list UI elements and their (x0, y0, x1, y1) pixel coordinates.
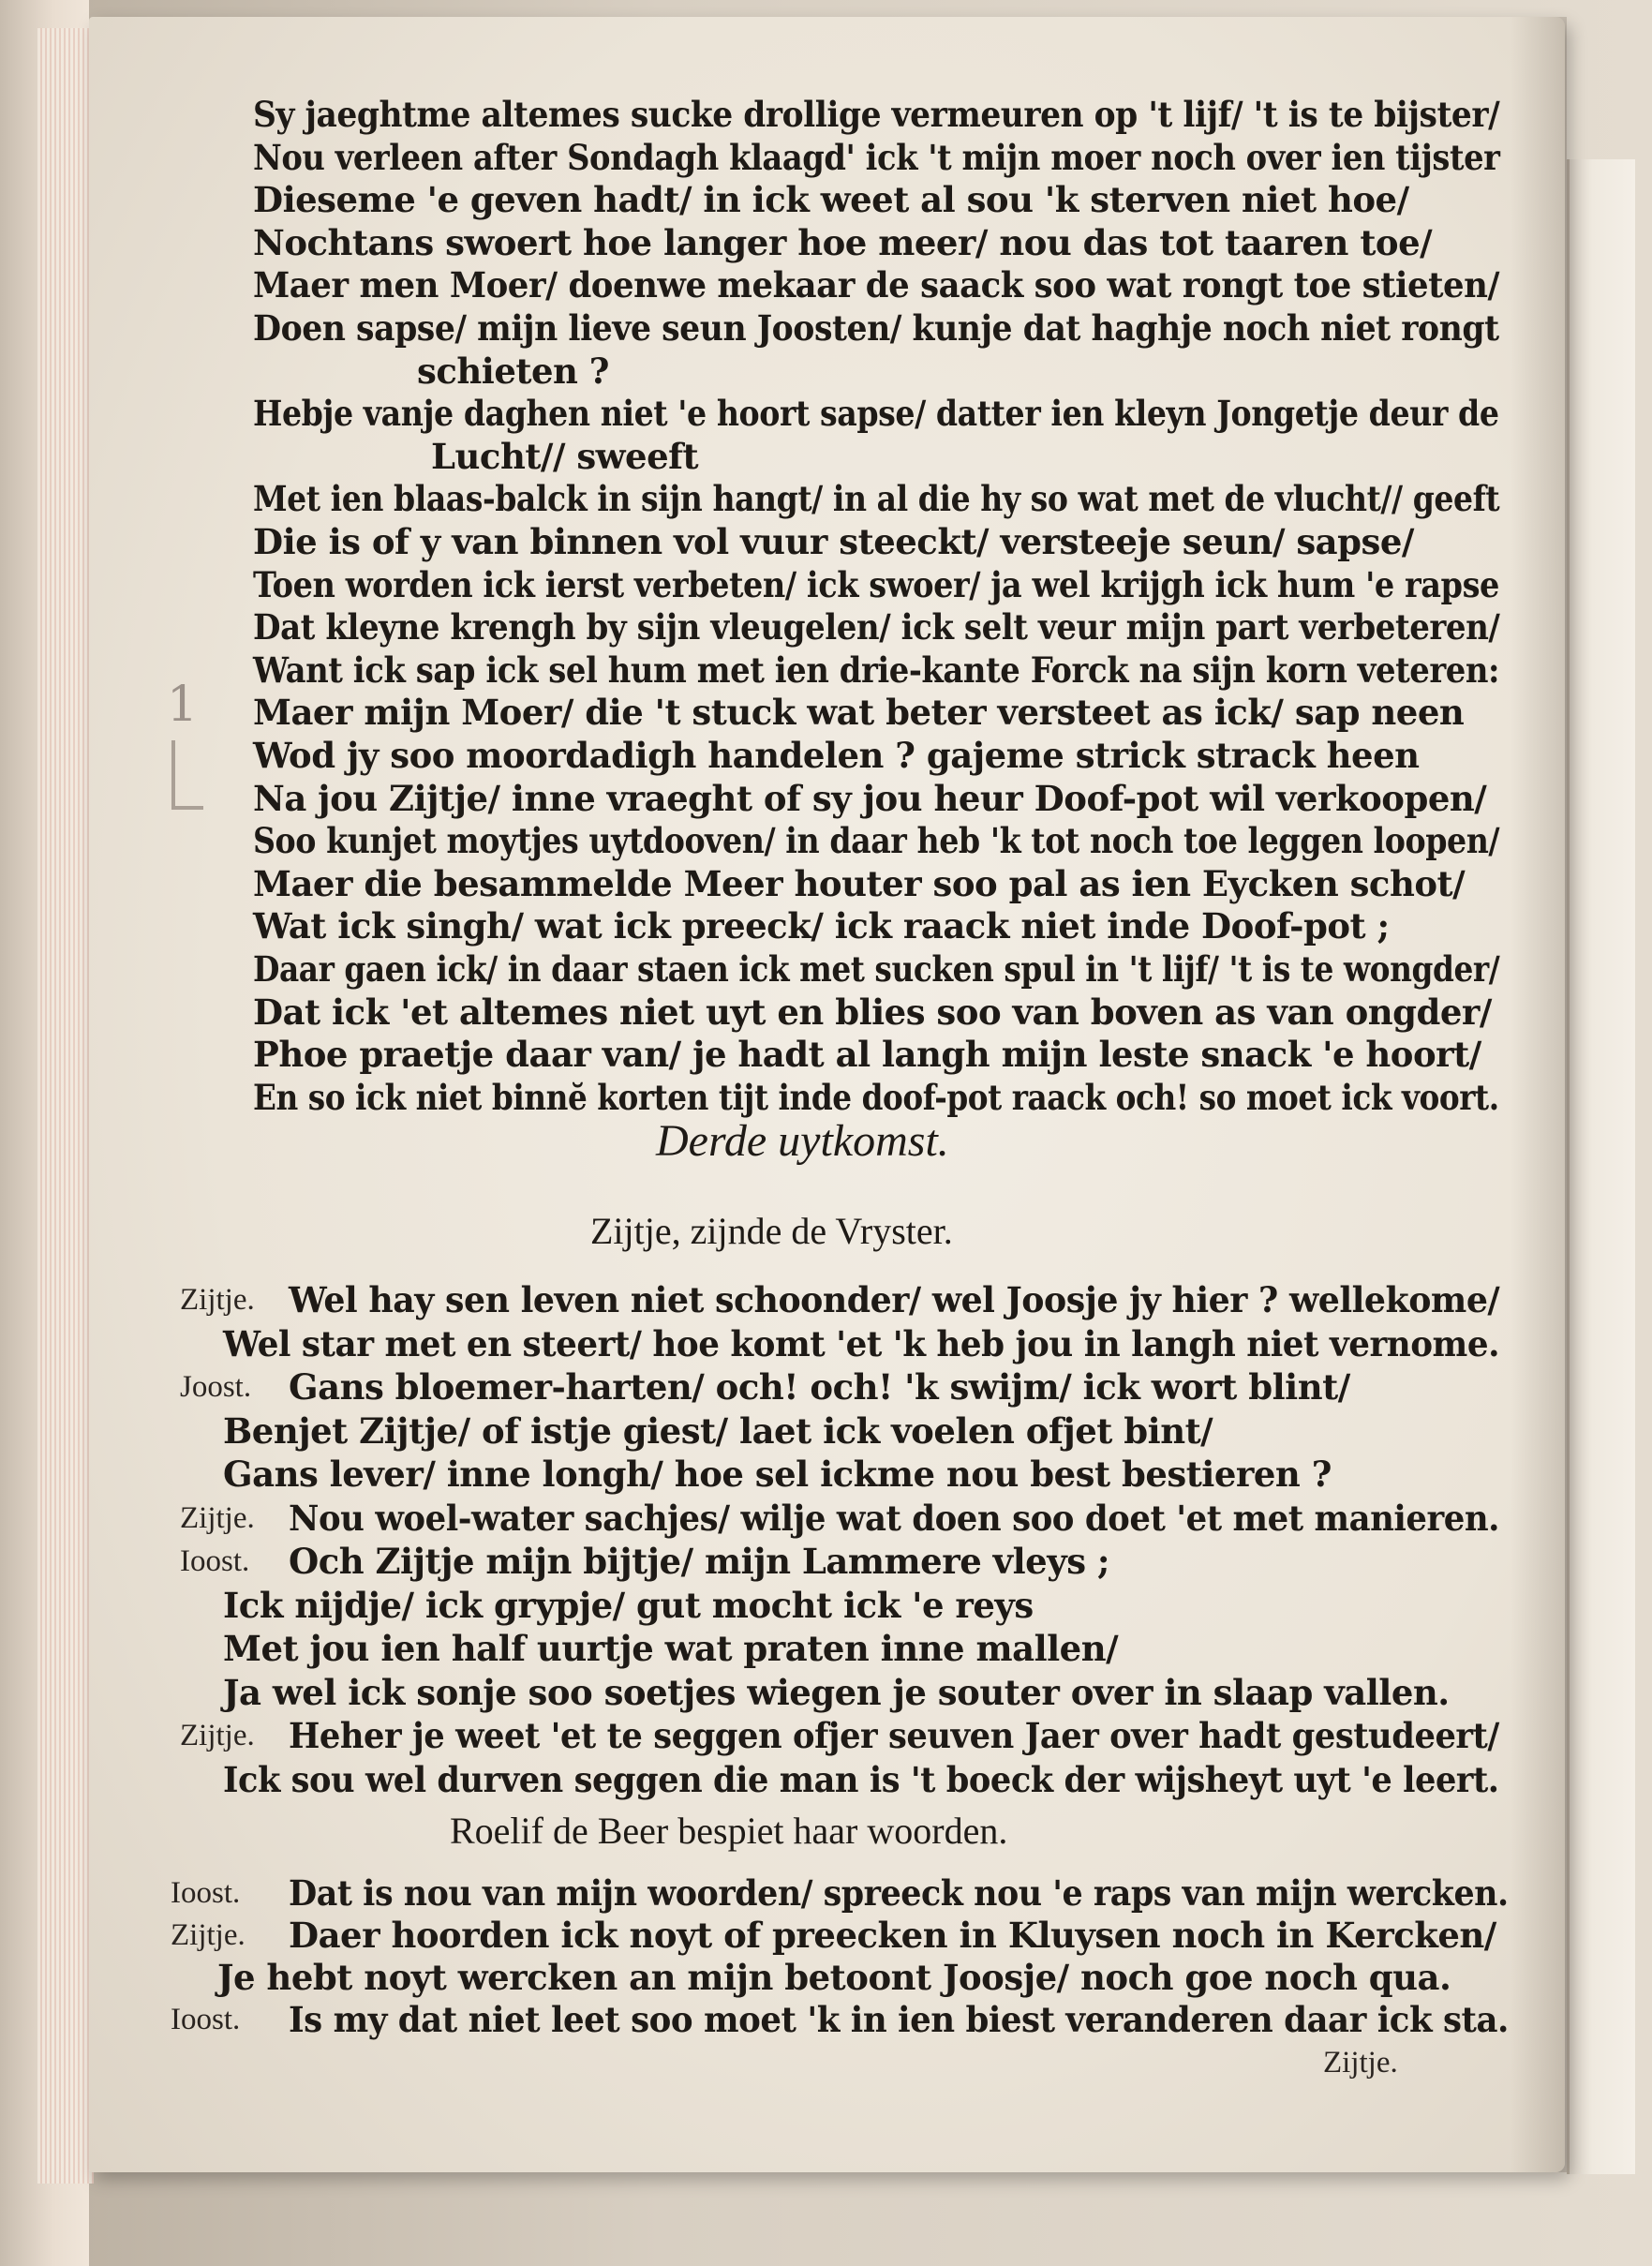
speaker-label: Ioost. (180, 1544, 250, 1578)
text-line: Met jou ien half uurtje wat praten inne mallen/ (223, 1628, 1119, 1669)
text-line: Wod jy soo moordadigh handelen ? gajeme strick strack heen (253, 735, 1420, 776)
text-line: Na jou Zijtje/ inne vraeght of sy jou heur Doof-pot wil verkoopen/ (253, 777, 1487, 819)
text-line: Ick nijdje/ ick grypje/ gut mocht ick 'e reys (223, 1584, 1034, 1626)
text-line: Daer hoorden ick noyt of preecken in Kluysen noch in Kercken/ (289, 1915, 1496, 1956)
text-line: Maer die besammelde Meer houter soo pal as ien Eycken schot/ (253, 862, 1466, 904)
text-line: Want ick sap ick sel hum met ien drie-kante Forck na sijn korn veteren: (253, 648, 1500, 691)
text-line: Je hebt noyt wercken an mijn betoont Joosje/ noch goe noch qua. (217, 1957, 1451, 1998)
text-line: Hebje vanje daghen niet 'e hoort sapse/ datter ien kleyn Jongetje deur de (253, 393, 1499, 435)
text-line: Doen sapse/ mijn lieve seun Joosten/ kunje dat haghje noch niet rongt (253, 307, 1499, 349)
speaker-label: Joost. (180, 1370, 252, 1404)
text-line: Benjet Zijtje/ of istje giest/ laet ick voelen ofjet bint/ (223, 1409, 1213, 1452)
text-line: Dat ick 'et altemes niet uyt en blies soo van boven as van ongder/ (253, 991, 1492, 1033)
catchword-speaker: Zijtje. (1323, 2046, 1398, 2080)
text-line: Maer mijn Moer/ die 't stuck wat beter versteet as ick/ sap neen (253, 692, 1465, 734)
speaker-label: Ioost. (171, 1876, 241, 1910)
text-line: Gans bloemer-harten/ och! och! 'k swijm/ ick wort blint/ (289, 1366, 1350, 1408)
text-line: Ick sou wel durven seggen die man is 't boeck der wijsheyt uyt 'e leert. (223, 1758, 1499, 1800)
text-line: Is my dat niet leet soo moet 'k in ien biest veranderen daar ick sta. (289, 1999, 1509, 2040)
text-line: schieten ? (417, 350, 609, 392)
text-line: Wel hay sen leven niet schoonder/ wel Joosje jy hier ? wellekome/ (289, 1279, 1500, 1320)
margin-annotation: 1 (167, 677, 199, 733)
text-line: Gans lever/ inne longh/ hoe sel ickme nou best bestieren ? (223, 1454, 1332, 1495)
gutter-shadow (1511, 17, 1567, 2172)
stage-direction: Roelif de Beer bespiet haar woorden. (450, 1810, 1008, 1852)
text-line: Lucht// sweeft (431, 435, 699, 477)
text-line: Nou woel-water sachjes/ wilje wat doen soo doet 'et met manieren. (289, 1497, 1500, 1539)
text-line: Wel star met en steert/ hoe komt 'et 'k heb jou in langh niet vernome. (223, 1322, 1500, 1364)
margin-bracket (171, 740, 203, 810)
text-line: En so ick niet binnĕ korten tijt inde doof-pot raack och! so moet ick voort. (253, 1076, 1499, 1118)
text-line: Met ien blaas-balck in sijn hangt/ in al die hy so wat met de vlucht// geeft (253, 478, 1500, 520)
text-line: Ja wel ick sonje soo soetjes wiegen je souter over in slaap vallen. (223, 1671, 1450, 1713)
text-line: Wat ick singh/ wat ick preeck/ ick raack niet inde Doof-pot ; (253, 905, 1390, 947)
speaker-label: Zijtje. (171, 1918, 246, 1952)
left-page-stack (37, 28, 94, 2184)
text-line: Dieseme 'e geven hadt/ in ick weet al sou 'k sterven niet hoe/ (253, 179, 1409, 221)
text-line: Maer men Moer/ doenwe mekaar de saack soo wat rongt toe stieten/ (253, 264, 1499, 306)
text-line: Heher je weet 'et te seggen ofjer seuven Jaer over hadt gestudeert/ (289, 1715, 1499, 1756)
text-line: Sy jaeghtme altemes sucke drollige vermeuren op 't lijf/ 't is te bijster/ (253, 94, 1500, 135)
text-line: Dat kleyne krengh by sijn vleugelen/ ick selt veur mijn part verbeteren/ (253, 606, 1500, 648)
scene-subheading: Zijtje, zijnde de Vryster. (590, 1210, 953, 1252)
right-page-stack (1567, 159, 1635, 2174)
speaker-label: Zijtje. (180, 1283, 255, 1317)
text-line: Die is of y van binnen vol vuur steeckt/ versteeje seun/ sapse/ (253, 521, 1414, 562)
speaker-label: Zijtje. (180, 1500, 255, 1535)
text-line: Nou verleen after Sondagh klaagd' ick 't mijn moer noch over ien tijster (253, 136, 1500, 178)
text-line: Toen worden ick ierst verbeten/ ick swoer/ ja wel krijgh ick hum 'e rapse (253, 563, 1499, 605)
text-line: Soo kunjet moytjes uytdooven/ in daar heb 'k tot noch toe leggen loopen/ (253, 820, 1500, 862)
text-line: Phoe praetje daar van/ je hadt al langh mijn leste snack 'e hoort/ (253, 1034, 1481, 1076)
text-line: Nochtans swoert hoe langer hoe meer/ nou das tot taaren toe/ (253, 221, 1433, 263)
speaker-label: Ioost. (171, 2003, 241, 2036)
text-line: Och Zijtje mijn bijtje/ mijn Lammere vleys ; (289, 1541, 1110, 1582)
text-line: Dat is nou van mijn woorden/ spreeck nou 'e raps van mijn wercken. (289, 1872, 1509, 1914)
text-line: Daar gaen ick/ in daar staen ick met sucken spul in 't lijf/ 't is te wongder/ (253, 948, 1500, 990)
scene-heading: Derde uytkomst. (656, 1116, 949, 1166)
speaker-label: Zijtje. (180, 1719, 255, 1752)
